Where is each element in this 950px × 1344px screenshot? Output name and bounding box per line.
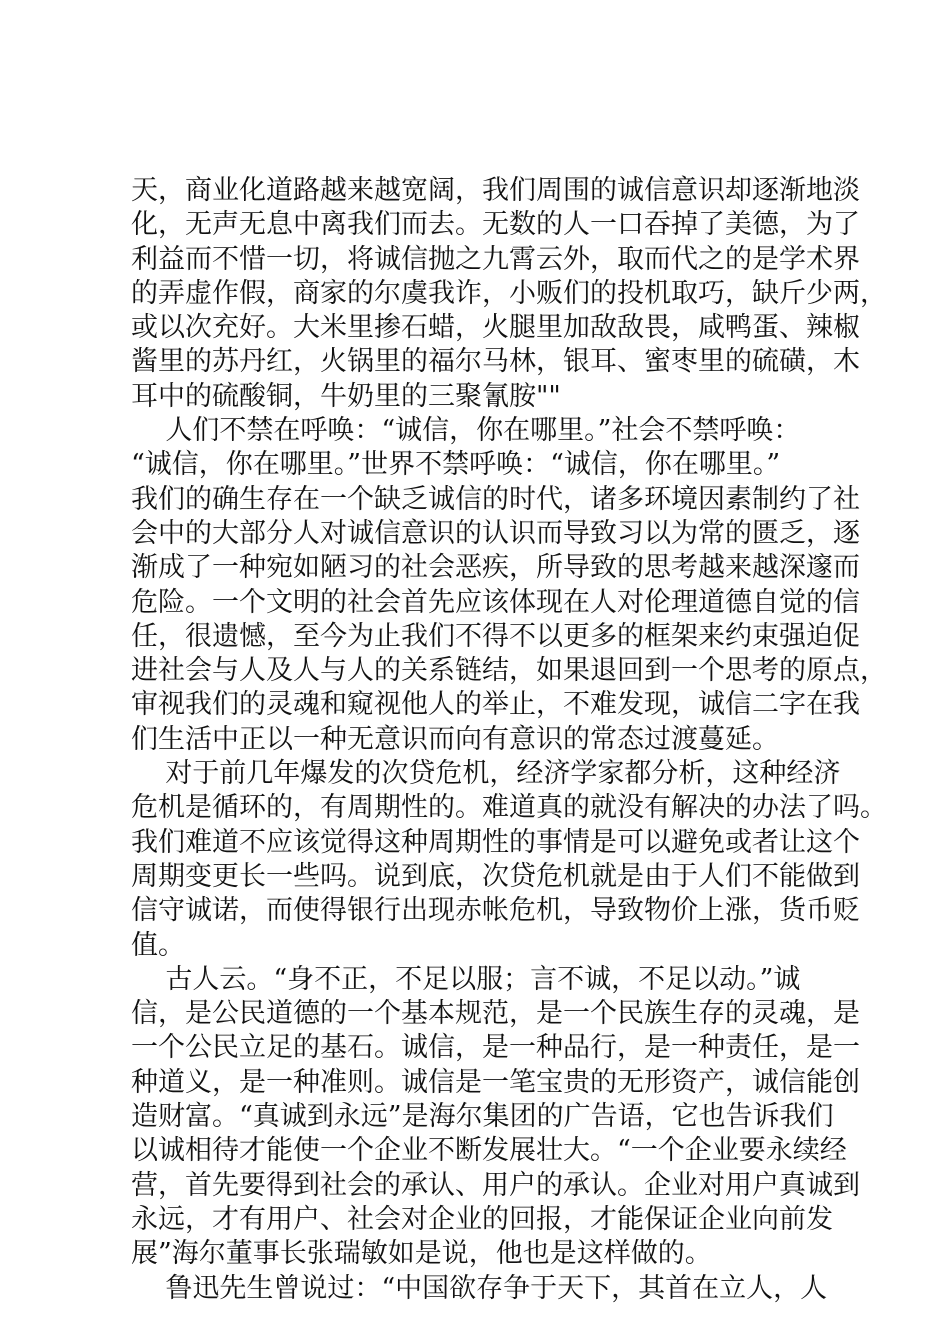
text-line: 化，无声无息中离我们而去。无数的人一口吞掉了美德，为了 xyxy=(131,209,860,241)
text-line: 以诚相待才能使一个企业不断发展壮大。“一个企业要永续经 xyxy=(131,1135,847,1167)
text-line: 或以次充好。大米里掺石蜡，火腿里加敌敌畏，咸鸭蛋、辣椒 xyxy=(131,312,860,344)
text-line: 营，首先要得到社会的承认、用户的承认。企业对用户真诚到 xyxy=(131,1169,860,1201)
text-line: 对于前几年爆发的次贷危机，经济学家都分析，这种经济 xyxy=(131,758,841,790)
text-line: 我们的确生存在一个缺乏诚信的时代，诸多环境因素制约了社 xyxy=(131,483,860,515)
text-line: 进社会与人及人与人的关系链结，如果退回到一个思考的原点， xyxy=(131,655,887,687)
text-line: 展”海尔董事长张瑞敏如是说，他也是这样做的。 xyxy=(131,1238,712,1270)
text-line: 耳中的硫酸铜，牛奶里的三聚氰胺"" xyxy=(131,380,561,412)
text-line: 的弄虚作假，商家的尔虞我诈，小贩们的投机取巧，缺斤少两， xyxy=(131,277,887,309)
text-line: 值。 xyxy=(131,929,185,961)
text-line: 造财富。“真诚到永远”是海尔集团的广告语，它也告诉我们 xyxy=(131,1101,834,1133)
text-line: 信守诚诺，而使得银行出现赤帐危机，导致物价上涨，货币贬 xyxy=(131,895,860,927)
text-line: 任，很遗憾，至今为止我们不得不以更多的框架来约束强迫促 xyxy=(131,620,860,652)
text-line: “诚信，你在哪里。”世界不禁呼唤：“诚信，你在哪里。” xyxy=(131,449,781,481)
text-line: 们生活中正以一种无意识而向有意识的常态过渡蔓延。 xyxy=(131,723,779,755)
text-line: 危机是循环的，有周期性的。难道真的就没有解决的办法了吗。 xyxy=(131,792,887,824)
text-line: 种道义，是一种准则。诚信是一笔宝贵的无形资产，诚信能创 xyxy=(131,1066,860,1098)
text-line: 会中的大部分人对诚信意识的认识而导致习以为常的匮乏，逐 xyxy=(131,517,860,549)
text-line: 天，商业化道路越来越宽阔，我们周围的诚信意识却逐渐地淡 xyxy=(131,175,860,206)
text-line: 渐成了一种宛如陋习的社会恶疾，所导致的思考越来越深邃而 xyxy=(131,552,860,584)
text-line: 永远，才有用户、社会对企业的回报，才能保证企业向前发 xyxy=(131,1203,833,1235)
text-line: 鲁迅先生曾说过：“中国欲存争于天下，其首在立人，人 xyxy=(131,1272,828,1304)
text-line: 酱里的苏丹红，火锅里的福尔马林，银耳、蜜枣里的硫磺，木 xyxy=(131,346,860,378)
text-line: 周期变更长一些吗。说到底，次贷危机就是由于人们不能做到 xyxy=(131,860,860,892)
text-line: 人们不禁在呼唤：“诚信，你在哪里。”社会不禁呼唤： xyxy=(131,415,801,447)
text-line: 信，是公民道德的一个基本规范，是一个民族生存的灵魂，是 xyxy=(131,998,860,1030)
body-text xyxy=(131,174,887,1306)
text-line: 审视我们的灵魂和窥视他人的举止，不难发现，诚信二字在我 xyxy=(131,689,860,721)
text-line: 我们难道不应该觉得这种周期性的事情是可以避免或者让这个 xyxy=(131,826,860,858)
text-line: 危险。一个文明的社会首先应该体现在人对伦理道德自觉的信 xyxy=(131,586,860,618)
text-line: 利益而不惜一切，将诚信抛之九霄云外，取而代之的是学术界 xyxy=(131,243,860,275)
text-line: 一个公民立足的基石。诚信，是一种品行，是一种责任，是一 xyxy=(131,1032,860,1064)
text-line: 古人云。“身不正，不足以服；言不诚，不足以动。”诚 xyxy=(131,963,801,995)
